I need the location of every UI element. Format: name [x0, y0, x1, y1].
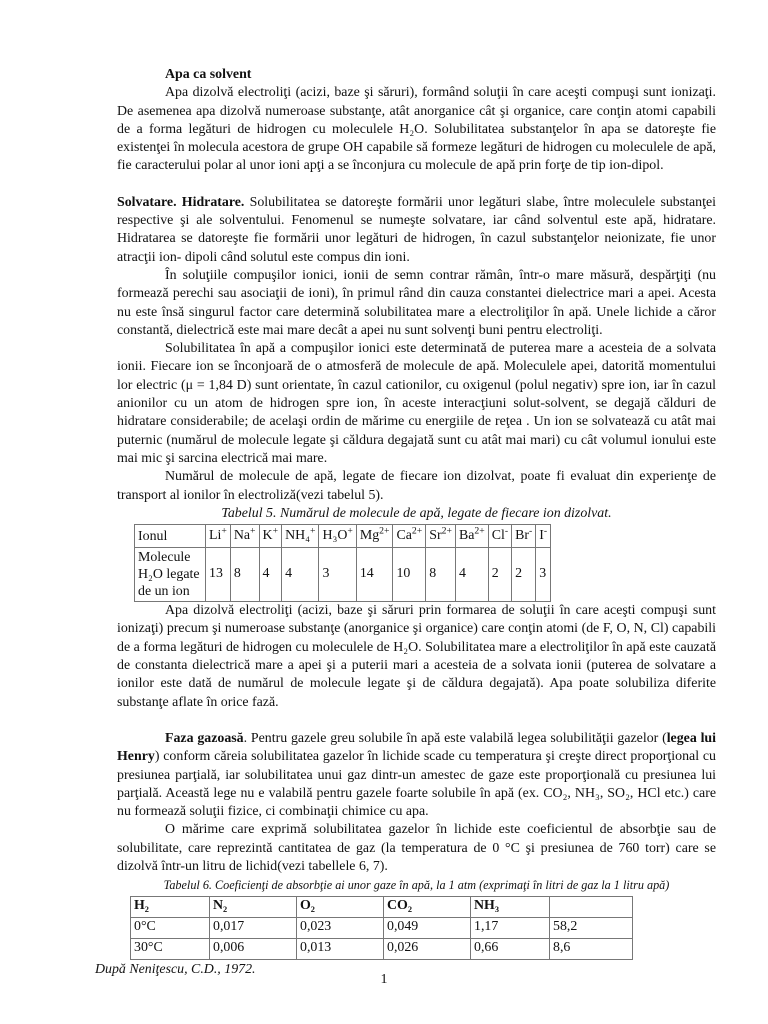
value-cell: 8: [230, 548, 259, 602]
header-cell: H₂: [131, 896, 210, 917]
table-6: [130, 896, 633, 960]
table-cell: 0,049: [384, 917, 471, 938]
heading-solvatare: Solvatare. Hidratare.: [117, 194, 245, 210]
table-cell: 0°C: [131, 917, 210, 938]
table6-caption: Tabelul 6. Coeficienţi de absorbţie ai unor gaze în apă, la 1 atm (exprimaţi în litri de gaz la 1 litru apă): [163, 878, 670, 893]
header-cell: O₂: [297, 896, 384, 917]
heading-apa-ca-solvent: Apa ca solvent: [165, 67, 252, 82]
paragraph-6: Apa dizolvă electroliţi (acizi, baze şi săruri prin formarea de soluţii în care aceşti compuşi sunt ionizaţi) precum şi numeroase substanţe (anorganice şi organice) care conţin atomi (de F, O, N, Cl) capabili de a forma legături de hidrogen cu moleculele de H₂O. Solubilitatea mare a electroliţilor în apă este cauzată de constanta dielectrică mare a apei şi a puterii mari a acesteia de a solvata ionii (puterea de solvatare a ionilor este dată de numărul de molecule legate şi de căldura degajată). Apa poate solubiliza diferite substanţe aflate în orice fază.: [117, 603, 716, 710]
source-note: După Neniţescu, C.D., 1972.: [95, 961, 256, 977]
value-cell: 14: [356, 548, 393, 602]
ion-cell: H₃O+: [319, 525, 356, 548]
table-cell: 0,026: [384, 938, 471, 959]
paragraph-3: În soluţiile compuşilor ionici, ionii de semn contrar rămân, într-o mare măsură, despărţiţi (nu formează perechi sau asociaţii de ioni), în primul rând din cauza constantei dielectrice mari a apei. Acesta nu este însă singurul factor care determină solubilitatea mare a electroliţilor în apă. Unele lichide a căror constantă, dielectrică este mai mare decât a apei nu sunt solvenţi buni pentru electroliţi.: [117, 267, 716, 338]
table-cell: 58,2: [550, 917, 633, 938]
ion-cell: Cl-: [488, 525, 511, 548]
header-cell: NH₃: [471, 896, 550, 917]
value-cell: 4: [282, 548, 319, 602]
table-cell: 0,023: [297, 917, 384, 938]
table5-caption: Tabelul 5. Numărul de molecule de apă, legate de fiecare ion dizolvat.: [221, 505, 612, 521]
ion-cell: Li+: [206, 525, 231, 548]
table-cell: 30°C: [131, 938, 210, 959]
value-cell: 10: [393, 548, 426, 602]
paragraph-1: Apa dizolvă electroliţi (acizi, baze şi săruri), formând soluţii în care aceşti compuşi sunt ionizaţi. De asemenea apa dizolvă numeroase substanţe, atât anorganice cât şi organice, care conţin atomi capabili de a forma legături de hidrogen cu moleculele H₂O. Solubilitatea substanţelor în apa se datoreşte fie existenţei în molecula acestora de grupe OH capabile să formeze legături de hidrogen cu moleculele de apă, fie caracterului polar al unor ioni apţi a se înconjura cu molecule de apă prin forţe de tip ion-dipol.: [117, 85, 716, 174]
paragraph-2: Solvatare. Hidratare. Solubilitatea se datoreşte formării unor legături slabe, între moleculele substanţei respective şi ale solventului. Fenomenul se numeşte solvatare, iar când solventul este apă, hidratare. Hidratarea se datoreşte fie formării unor legături de hidrogen, în cazul substanţelor neionizate, fie unor atracţii ion- dipoli când solutul este compus din ioni.: [117, 194, 716, 265]
ion-cell: $Ca^{2+}$: [393, 525, 426, 548]
value-cell: 2: [488, 548, 511, 602]
ion-cell: I-: [536, 525, 551, 548]
page-number: 1: [380, 972, 388, 987]
table-cell: 1,17: [471, 917, 550, 938]
ion-cell: K+: [259, 525, 282, 548]
value-cell: 3: [319, 548, 356, 602]
paragraph-4: Solubilitatea în apă a compuşilor ionici este determinată de puterea mare a acesteia de a solvata ionii. Fiecare ion se înconjoară de o atmosferă de molecule de apă. Moleculele apei, datorită momentului lor electric (μ = 1,84 D) sunt orientate, în cazul cationilor, cu oxigenul (polul negativ) spre ion, iar în cazul anionilor cu un atom de hidrogen spre ion, în aceste interacţiuni solut-solvent, se degajă călduri de hidratare considerabile; de acelaşi ordin de mărime cu energiile de reţea . Un ion se solvatează cu atât mai puternic (numărul de molecule legate şi căldura degajată sunt cu atât mai mari) cu cât volumul ionului este mai mic şi sarcina electrică mai mare.: [117, 341, 716, 466]
table-cell: 0,017: [210, 917, 297, 938]
ion-cell: $Sr^{2+}$: [426, 525, 456, 548]
header-cell: N₂: [210, 896, 297, 917]
value-cell: 2: [512, 548, 536, 602]
table-row: [135, 548, 551, 602]
table-cell: 0,66: [471, 938, 550, 959]
value-cell: 3: [536, 548, 551, 602]
table-row: [131, 896, 633, 917]
table-row: [131, 917, 633, 938]
ion-cell: $Ba^{2+}$: [455, 525, 488, 548]
paragraph-5: Numărul de molecule de apă, legate de fiecare ion dizolvat, poate fi evaluat din experienţe de transport al ionilor în electroliză(vezi tabelul 5).: [117, 469, 716, 503]
table5-row2-label: Molecule H₂O legate de un ion: [135, 548, 206, 602]
table-cell: 0,006: [210, 938, 297, 959]
ion-cell: NH₄+: [282, 525, 319, 548]
paragraph-7: Faza gazoasă. Pentru gazele greu solubile în apă este valabilă legea solubilităţii gazelor (legea lui Henry) conform căreia solubilitatea gazelor în lichide scade cu temperatura şi creşte direct proporţional cu presiunea parţială, iar solubilitatea unui gaz dintr-un amestec de gaze este proporţională cu presiunea lui parţială. Această lege nu e valabilă pentru gazele foarte solubile în apă (ex. CO₂, NH₃, SO₂, HCl etc.) care nu formează soluţii fizice, ci combinaţii chimice cu apa.: [117, 730, 717, 820]
table-cell: 0,013: [297, 938, 384, 959]
value-cell: 8: [426, 548, 456, 602]
header-cell: [550, 896, 633, 917]
value-cell: 13: [206, 548, 231, 602]
ion-cell: Na+: [230, 525, 259, 548]
value-cell: 4: [455, 548, 488, 602]
table-cell: 8,6: [550, 938, 633, 959]
table5-row1-label: Ionul: [135, 525, 206, 548]
table-row: [131, 938, 633, 959]
document-body: [95, 66, 717, 979]
ion-cell: $Mg^{2+}$: [356, 525, 393, 548]
ion-cell: Br-: [512, 525, 536, 548]
table-row: [135, 525, 551, 548]
value-cell: 4: [259, 548, 282, 602]
table-5: [134, 524, 551, 602]
header-cell: CO₂: [384, 896, 471, 917]
paragraph-8: O mărime care exprimă solubilitatea gazelor în lichide este coeficientul de absorbţie sau de solubilitate, care reprezintă cantitatea de gaz (la temperatura de 0 °C şi presiunea de 760 torr) care se dizolvă într-un litru de lichid(vezi tabellele 6, 7).: [117, 822, 716, 874]
